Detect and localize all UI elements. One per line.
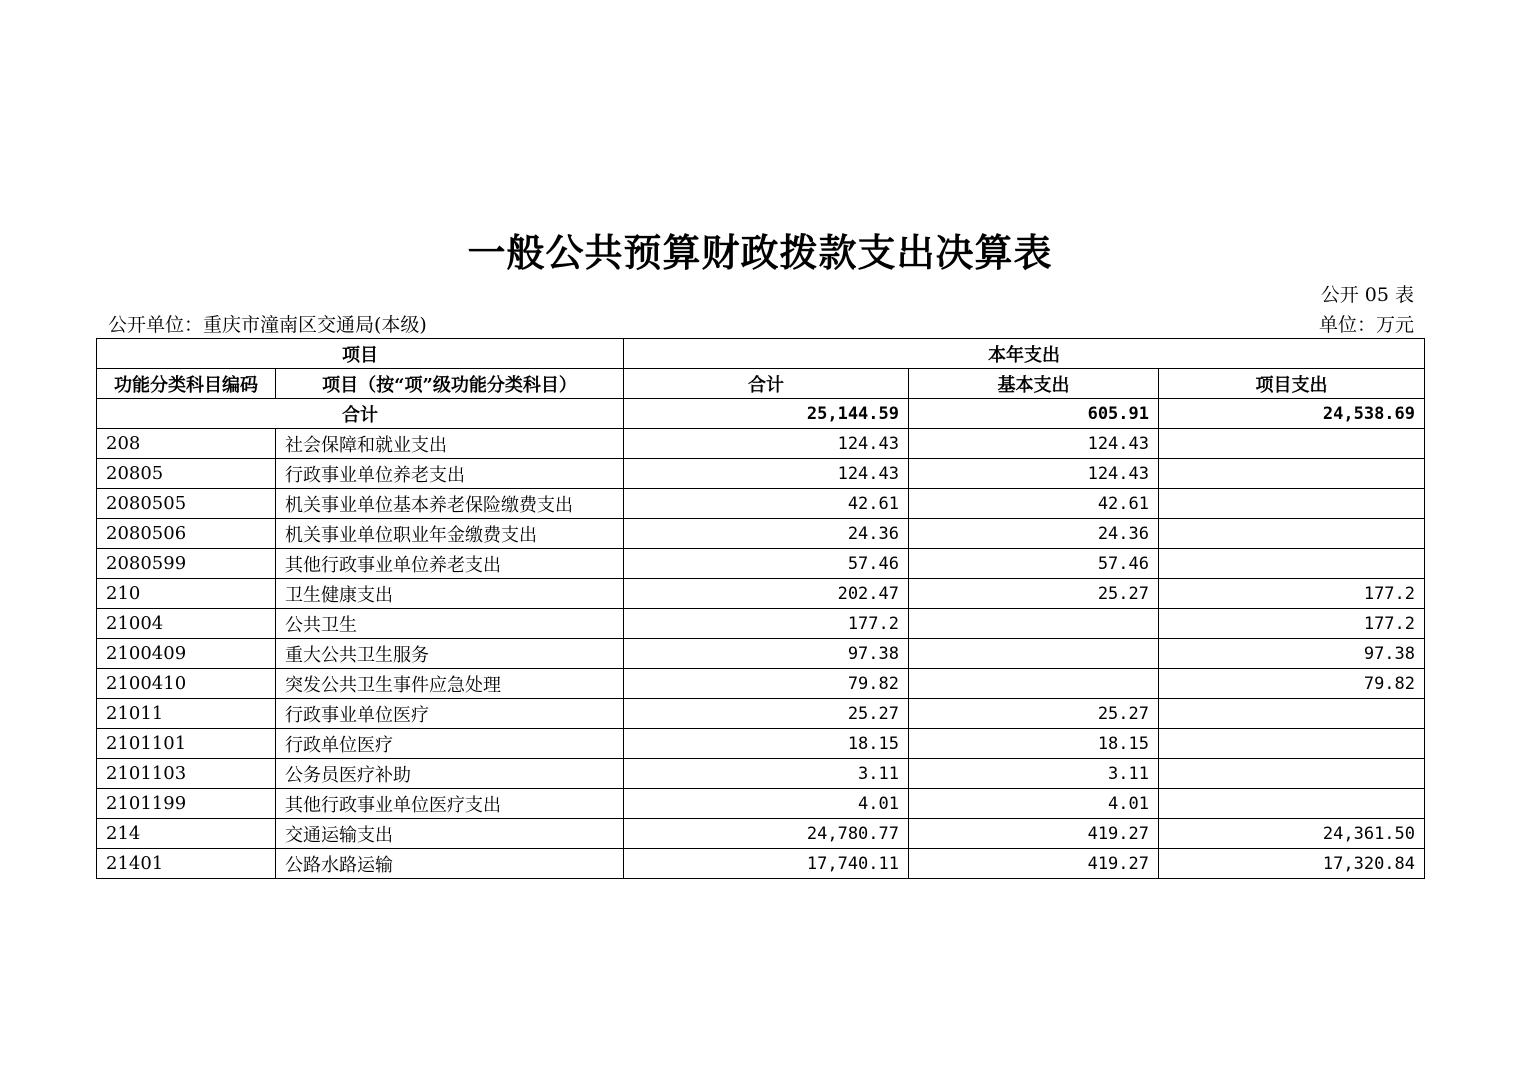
row-project — [1159, 459, 1425, 489]
row-basic: 3.11 — [909, 759, 1159, 789]
row-total: 4.01 — [624, 789, 909, 819]
row-total: 3.11 — [624, 759, 909, 789]
row-basic — [909, 609, 1159, 639]
table-row — [97, 579, 1425, 609]
row-total: 97.38 — [624, 639, 909, 669]
row-code: 2080599 — [97, 549, 276, 579]
row-name: 公务员医疗补助 — [276, 759, 624, 789]
row-code: 2101199 — [97, 789, 276, 819]
header-row-bottom — [97, 369, 1425, 399]
table-row — [97, 549, 1425, 579]
row-project: 177.2 — [1159, 609, 1425, 639]
row-name: 公共卫生 — [276, 609, 624, 639]
row-code: 2080506 — [97, 519, 276, 549]
header-basic: 基本支出 — [909, 369, 1159, 399]
header-code: 功能分类科目编码 — [97, 369, 276, 399]
row-name: 公路水路运输 — [276, 849, 624, 879]
row-total: 25.27 — [624, 699, 909, 729]
table-row — [97, 669, 1425, 699]
table-row — [97, 819, 1425, 849]
row-basic: 42.61 — [909, 489, 1159, 519]
row-basic: 419.27 — [909, 819, 1159, 849]
row-basic: 124.43 — [909, 459, 1159, 489]
row-code: 210 — [97, 579, 276, 609]
header-project: 项目 — [97, 339, 624, 369]
row-name: 行政事业单位医疗 — [276, 699, 624, 729]
total-basic: 605.91 — [909, 399, 1159, 429]
header-current-year: 本年支出 — [624, 339, 1425, 369]
total-row — [97, 399, 1425, 429]
row-project: 24,361.50 — [1159, 819, 1425, 849]
row-name: 其他行政事业单位医疗支出 — [276, 789, 624, 819]
header-total: 合计 — [624, 369, 909, 399]
row-basic — [909, 639, 1159, 669]
table-row — [97, 489, 1425, 519]
row-basic: 419.27 — [909, 849, 1159, 879]
row-total: 202.47 — [624, 579, 909, 609]
row-total: 124.43 — [624, 429, 909, 459]
row-project — [1159, 699, 1425, 729]
row-project — [1159, 729, 1425, 759]
row-project: 79.82 — [1159, 669, 1425, 699]
row-code: 21401 — [97, 849, 276, 879]
row-code: 214 — [97, 819, 276, 849]
row-code: 21011 — [97, 699, 276, 729]
row-total: 17,740.11 — [624, 849, 909, 879]
header-row-top — [97, 339, 1425, 369]
row-total: 79.82 — [624, 669, 909, 699]
table-row — [97, 639, 1425, 669]
row-basic — [909, 669, 1159, 699]
row-total: 24,780.77 — [624, 819, 909, 849]
row-code: 2100409 — [97, 639, 276, 669]
row-code: 2101101 — [97, 729, 276, 759]
row-total: 24.36 — [624, 519, 909, 549]
row-total: 124.43 — [624, 459, 909, 489]
row-basic: 4.01 — [909, 789, 1159, 819]
row-name: 其他行政事业单位养老支出 — [276, 549, 624, 579]
document-title: 一般公共预算财政拨款支出决算表 — [467, 230, 1053, 275]
row-name: 重大公共卫生服务 — [276, 639, 624, 669]
row-basic: 24.36 — [909, 519, 1159, 549]
total-sum: 25,144.59 — [624, 399, 909, 429]
row-name: 突发公共卫生事件应急处理 — [276, 669, 624, 699]
row-name: 卫生健康支出 — [276, 579, 624, 609]
row-project: 177.2 — [1159, 579, 1425, 609]
table-row — [97, 759, 1425, 789]
table-row — [97, 849, 1425, 879]
row-code: 21004 — [97, 609, 276, 639]
row-project — [1159, 549, 1425, 579]
row-total: 57.46 — [624, 549, 909, 579]
row-basic: 57.46 — [909, 549, 1159, 579]
table-row — [97, 429, 1425, 459]
form-number: 公开 05 表 — [1320, 284, 1414, 306]
total-project: 24,538.69 — [1159, 399, 1425, 429]
table-row — [97, 609, 1425, 639]
header-item: 项目（按“项”级功能分类科目） — [276, 369, 624, 399]
row-total: 177.2 — [624, 609, 909, 639]
row-project — [1159, 489, 1425, 519]
reporting-organization: 公开单位：重庆市潼南区交通局(本级) — [108, 314, 427, 336]
total-label: 合计 — [97, 399, 624, 429]
row-total: 42.61 — [624, 489, 909, 519]
row-code: 20805 — [97, 459, 276, 489]
row-code: 2100410 — [97, 669, 276, 699]
row-project: 17,320.84 — [1159, 849, 1425, 879]
row-name: 行政事业单位养老支出 — [276, 459, 624, 489]
table-header — [97, 339, 1425, 399]
row-code: 208 — [97, 429, 276, 459]
table-row — [97, 519, 1425, 549]
table-body — [97, 399, 1425, 879]
row-name: 行政单位医疗 — [276, 729, 624, 759]
row-project — [1159, 429, 1425, 459]
row-basic: 18.15 — [909, 729, 1159, 759]
row-project — [1159, 789, 1425, 819]
row-name: 机关事业单位职业年金缴费支出 — [276, 519, 624, 549]
row-project — [1159, 519, 1425, 549]
row-name: 社会保障和就业支出 — [276, 429, 624, 459]
table-row — [97, 459, 1425, 489]
row-name: 交通运输支出 — [276, 819, 624, 849]
row-basic: 25.27 — [909, 699, 1159, 729]
header-project-expenditure: 项目支出 — [1159, 369, 1425, 399]
table-row — [97, 699, 1425, 729]
row-basic: 25.27 — [909, 579, 1159, 609]
row-project — [1159, 759, 1425, 789]
row-code: 2080505 — [97, 489, 276, 519]
row-basic: 124.43 — [909, 429, 1159, 459]
currency-unit: 单位：万元 — [1318, 314, 1414, 336]
table-row — [97, 789, 1425, 819]
row-code: 2101103 — [97, 759, 276, 789]
table-row — [97, 729, 1425, 759]
row-project: 97.38 — [1159, 639, 1425, 669]
row-total: 18.15 — [624, 729, 909, 759]
row-name: 机关事业单位基本养老保险缴费支出 — [276, 489, 624, 519]
expenditure-table — [96, 338, 1425, 879]
